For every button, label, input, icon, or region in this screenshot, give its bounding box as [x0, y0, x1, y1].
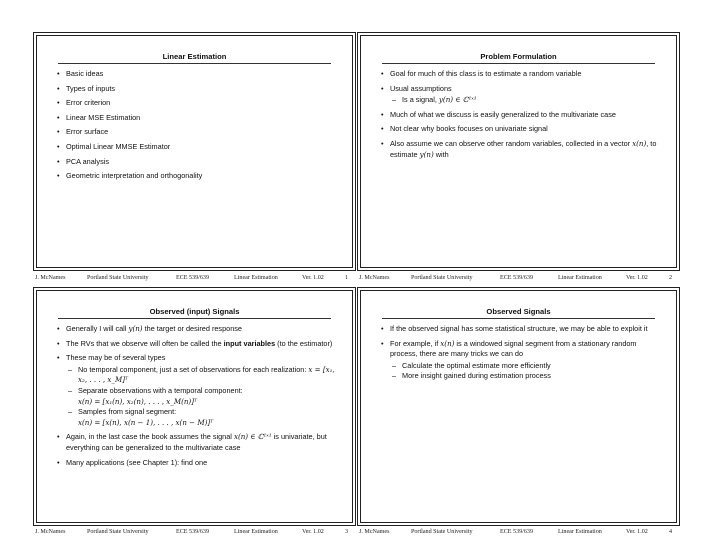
list-item [54, 324, 337, 335]
footer-course: ECE 539/639 [176, 275, 210, 281]
list-item: • If the observed signal has some statistical structure, we may be able to exploit it [378, 324, 661, 335]
sub-list [390, 95, 661, 106]
item-text: These may be of several types [66, 353, 166, 363]
title-rule [58, 318, 331, 319]
slide-observed-signals [357, 287, 680, 526]
sub-item [66, 365, 337, 386]
footer-version: Ver. 1.02 [302, 275, 324, 281]
footer-university: Portland State University [87, 529, 149, 535]
slide-title: Observed Signals [486, 307, 551, 316]
item-text: Also assume we can observe other random variables, collected in a vector [390, 138, 633, 148]
item-text: Is a signal, [402, 95, 439, 105]
item-text: (to the estimator) [275, 338, 333, 348]
list-item: • Much of what we discuss is easily generalized to the multivariate case [378, 110, 661, 121]
footer-version: Ver. 1.02 [626, 275, 648, 281]
footer-course: ECE 539/639 [500, 275, 534, 281]
list-item [378, 84, 661, 106]
math-expression: x(n) ∈ ℂ¹ˣ¹ [233, 432, 272, 442]
math-expression: x(n) [440, 338, 455, 348]
title-rule [382, 63, 655, 64]
math-expression: x(n) = [x(n), x(n − 1), . . . , x(n − M)]ᵀ [78, 417, 214, 427]
slide-title: Problem Formulation [480, 52, 557, 61]
footer-page-number: 4 [669, 529, 673, 535]
sub-list [66, 365, 337, 429]
list-item: • Not clear why books focuses on univariate signal [378, 124, 661, 135]
list-item: • Types of inputs [54, 84, 337, 95]
list-item: • Basic ideas [54, 69, 337, 80]
footer-topic: Linear Estimation [234, 529, 278, 535]
footer-topic: Linear Estimation [558, 529, 602, 535]
list-item [54, 353, 337, 428]
item-text: Again, in the last case the book assumes the signal [66, 432, 234, 442]
list-item [378, 339, 661, 382]
math-expression: x = [x₁, x₂, . . . , x_M]ᵀ [78, 364, 335, 385]
footer-author: J. McNames [35, 275, 66, 281]
footer-author: J. McNames [359, 275, 390, 281]
footer-university: Portland State University [411, 275, 473, 281]
math-expression: y(n) [128, 324, 143, 333]
slide-content [54, 69, 337, 186]
sub-item: – More insight gained during estimation process [390, 371, 661, 382]
footer-page-number: 2 [669, 275, 673, 281]
slide-title: Observed (input) Signals [149, 307, 240, 316]
item-text: The RVs that we observe will often be called the [66, 338, 224, 348]
sub-list [390, 361, 661, 382]
item-text: is univariate, but everything can be generalized to the multivariate case [66, 432, 327, 452]
list-item: • Goal for much of this class is to estimate a random variable [378, 69, 661, 80]
slide-problem-formulation [357, 32, 680, 271]
bullet-list [54, 324, 337, 468]
list-item: • Optimal Linear MMSE Estimator [54, 142, 337, 153]
footer-topic: Linear Estimation [234, 275, 278, 281]
slide-content [54, 324, 337, 472]
math-expression: x(n) = [x₁(n), x₂(n), . . . , x_M(n)]ᵀ [78, 396, 197, 406]
item-text: No temporal component, just a set of observations for each realization: [78, 364, 309, 374]
item-text: Usual assumptions [390, 83, 452, 93]
bullet-list [378, 324, 661, 382]
list-item [54, 339, 337, 350]
list-item [54, 432, 337, 453]
title-rule [382, 318, 655, 319]
item-text: For example, if [390, 338, 441, 348]
item-text: is a windowed signal segment from a stationary random process, there are many tricks we can do [390, 338, 637, 359]
list-item: • PCA analysis [54, 157, 337, 168]
title-rule [58, 63, 331, 64]
list-item [378, 139, 661, 160]
item-text: Separate observations with a temporal component: [78, 385, 243, 395]
item-text: with [433, 149, 449, 159]
math-expression: y(n) [419, 149, 434, 159]
footer-university: Portland State University [411, 529, 473, 535]
bullet-list [54, 69, 337, 182]
list-item: • Linear MSE Estimation [54, 113, 337, 124]
item-text: the target or desired response [142, 324, 242, 333]
slide-content [378, 69, 661, 164]
item-text: Samples from signal segment: [78, 407, 177, 417]
list-item: • Error criterion [54, 98, 337, 109]
footer-page-number: 1 [345, 275, 349, 281]
footer-course: ECE 539/639 [500, 529, 534, 535]
emphasis-text: input variables [223, 338, 276, 348]
footer-course: ECE 539/639 [176, 529, 210, 535]
list-item: • Many applications (see Chapter 1): find one [54, 458, 337, 469]
footer-page-number: 3 [345, 529, 349, 535]
sub-item [66, 386, 337, 407]
slide-observed-input-signals [33, 287, 356, 526]
footer-author: J. McNames [35, 529, 66, 535]
footer-author: J. McNames [359, 529, 390, 535]
bullet-list [378, 69, 661, 160]
math-expression: y(n) ∈ ℂ¹ˣ¹ [438, 95, 477, 105]
sub-item: – Calculate the optimal estimate more efficiently [390, 361, 661, 372]
slide-content [378, 324, 661, 386]
footer-university: Portland State University [87, 275, 149, 281]
sub-item [66, 407, 337, 428]
list-item: • Error surface [54, 127, 337, 138]
item-text: , to estimate [390, 138, 657, 159]
math-expression: x(n) [632, 138, 647, 148]
sub-item [390, 95, 661, 106]
item-text: Generally I will call [66, 324, 129, 333]
footer-version: Ver. 1.02 [302, 529, 324, 535]
list-item: • Geometric interpretation and orthogonality [54, 171, 337, 182]
footer-topic: Linear Estimation [558, 275, 602, 281]
slide-linear-estimation [33, 32, 356, 271]
slide-title: Linear Estimation [162, 52, 227, 61]
footer-version: Ver. 1.02 [626, 529, 648, 535]
